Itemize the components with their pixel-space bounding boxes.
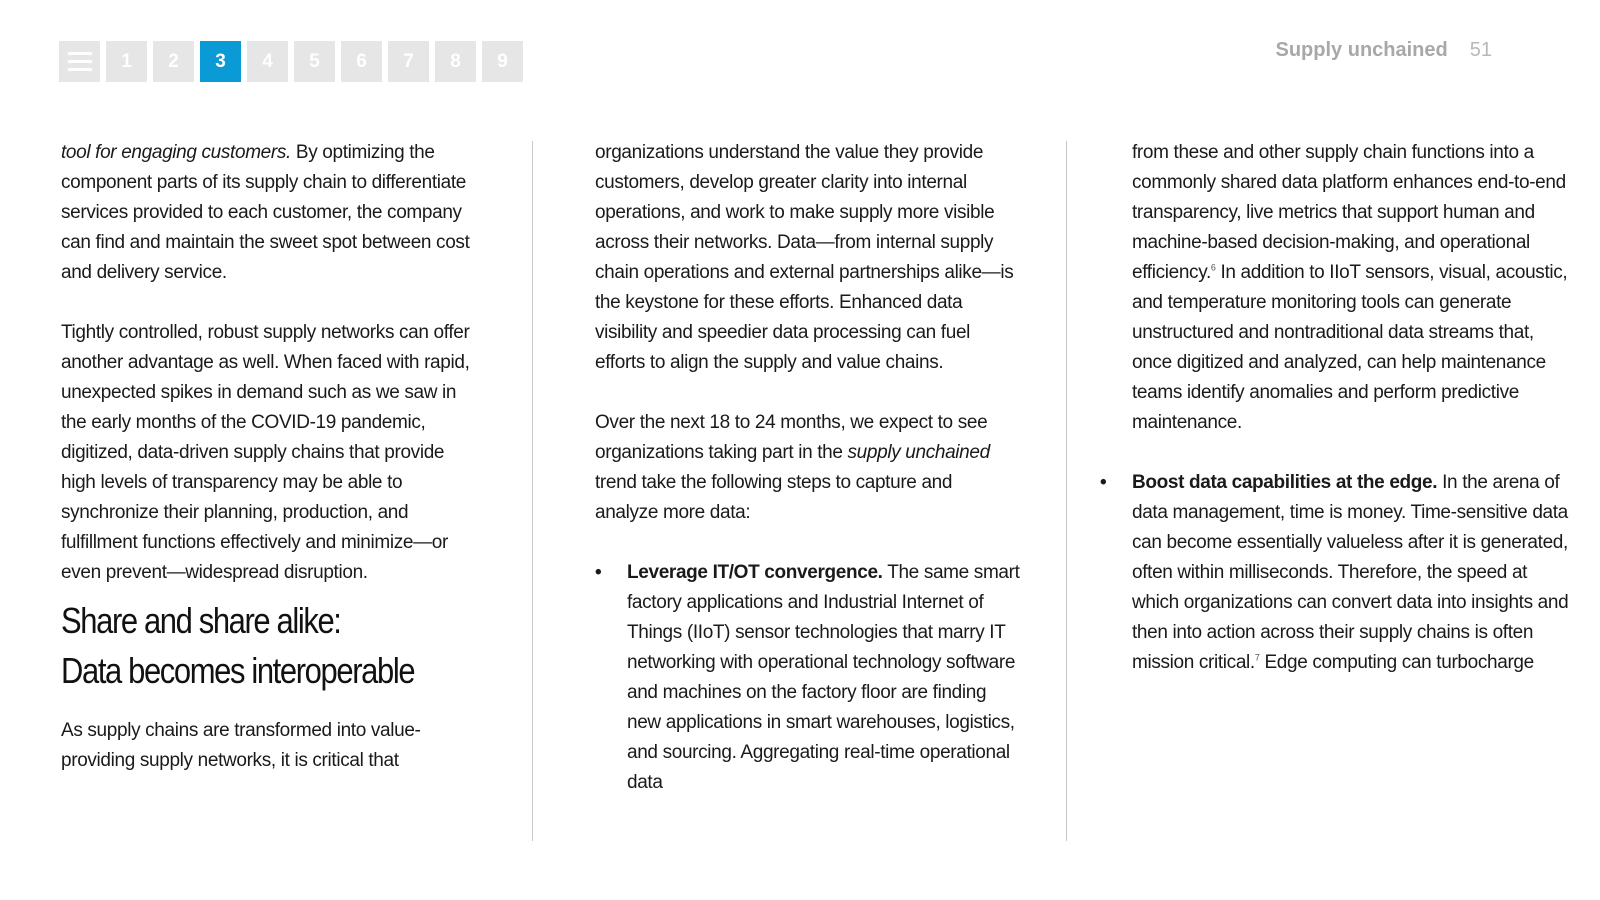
body-text: trend take the following steps to capture and analyze more data: bbox=[595, 472, 953, 523]
paragraph: As supply chains are transformed into value-providing supply networks, it is critical that bbox=[61, 720, 421, 771]
list-item bbox=[1132, 468, 1572, 678]
column-2 bbox=[595, 138, 1020, 798]
paragraph bbox=[595, 408, 1020, 528]
bullet-title: Leverage IT/OT convergence. bbox=[627, 562, 883, 583]
column-divider bbox=[532, 141, 533, 841]
bullet-list bbox=[1132, 468, 1572, 678]
nav-page-7[interactable]: 7 bbox=[388, 41, 429, 82]
nav-page-4[interactable]: 4 bbox=[247, 41, 288, 82]
page-number: 51 bbox=[1469, 39, 1492, 61]
nav-page-5[interactable]: 5 bbox=[294, 41, 335, 82]
paragraph: organizations understand the value they provide customers, develop greater clarity into internal operations, and work to make supply more visible across their networks. Data—from internal supply chain operations and external partnerships alike—is the keystone for these efforts. Enhanced data visibility and speedier data processing can fuel efforts to align the supply and value chains. bbox=[595, 142, 1014, 373]
body-text: In addition to IIoT sensors, visual, acoustic, and temperature monitoring tools can generate unstructured and nontraditional data streams that, once digitized and analyzed, can help maintenance teams identify anomalies and perform predictive maintenance. bbox=[1132, 262, 1568, 433]
body-text: In the arena of data management, time is money. Time-sensitive data can become essentially valueless after it is generated, often within milliseconds. Therefore, the speed at which organizations can convert data into insights and then into action across their supply chains is often mission critical. bbox=[1132, 472, 1569, 673]
heading-line-1: Share and share alike: bbox=[61, 600, 341, 641]
column-3 bbox=[1132, 138, 1572, 678]
section-heading bbox=[61, 596, 422, 696]
nav-page-9[interactable]: 9 bbox=[482, 41, 523, 82]
paragraph bbox=[1132, 138, 1572, 438]
footnote-ref[interactable]: 7 bbox=[1254, 652, 1260, 663]
body-text: By optimizing the component parts of its supply chain to differentiate services provided to each customer, the company can find and maintain the sweet spot between cost and delivery service. bbox=[61, 142, 470, 283]
body-text: from these and other supply chain functions into a commonly shared data platform enhances end-to-end transparency, live metrics that support human and machine-based decision-making, and operational efficiency. bbox=[1132, 142, 1566, 283]
bullet-list bbox=[595, 558, 1020, 798]
body-text: The same smart factory applications and Industrial Internet of Things (IIoT) sensor technologies that marry IT networking with operational technology software and machines on the factory floor are finding new applications in smart warehouses, logistics, and sourcing. Aggregating real-time operational data bbox=[627, 562, 1020, 793]
italic-text: tool for engaging customers. bbox=[61, 142, 291, 163]
nav-page-8[interactable]: 8 bbox=[435, 41, 476, 82]
nav-page-1[interactable]: 1 bbox=[106, 41, 147, 82]
section-title: Supply unchained bbox=[1275, 39, 1448, 61]
body-text: Over the next 18 to 24 months, we expect to see organizations taking part in the bbox=[595, 412, 988, 463]
list-item bbox=[595, 558, 1020, 798]
page-navigation bbox=[59, 41, 523, 82]
paragraph: Tightly controlled, robust supply networks can offer another advantage as well. When faced with rapid, unexpected spikes in demand such as we saw in the early months of the COVID-19 pandemic, digitized, data-driven supply chains that provide high levels of transparency may be able to synchronize their planning, production, and fulfillment functions effectively and minimize—or even prevent—widespread disruption. bbox=[61, 322, 470, 583]
footnote-ref[interactable]: 6 bbox=[1210, 262, 1216, 273]
page-header bbox=[1276, 39, 1493, 62]
nav-page-6[interactable]: 6 bbox=[341, 41, 382, 82]
paragraph bbox=[61, 138, 481, 288]
nav-page-3[interactable]: 3 bbox=[200, 41, 241, 82]
heading-line-2: Data becomes interoperable bbox=[61, 650, 415, 691]
column-divider bbox=[1066, 141, 1067, 841]
column-1 bbox=[61, 138, 481, 776]
italic-text: supply unchained bbox=[847, 442, 990, 463]
body-text: Edge computing can turbocharge bbox=[1259, 652, 1534, 673]
bullet-title: Boost data capabilities at the edge. bbox=[1132, 472, 1438, 493]
menu-icon[interactable] bbox=[59, 41, 100, 82]
nav-page-2[interactable]: 2 bbox=[153, 41, 194, 82]
